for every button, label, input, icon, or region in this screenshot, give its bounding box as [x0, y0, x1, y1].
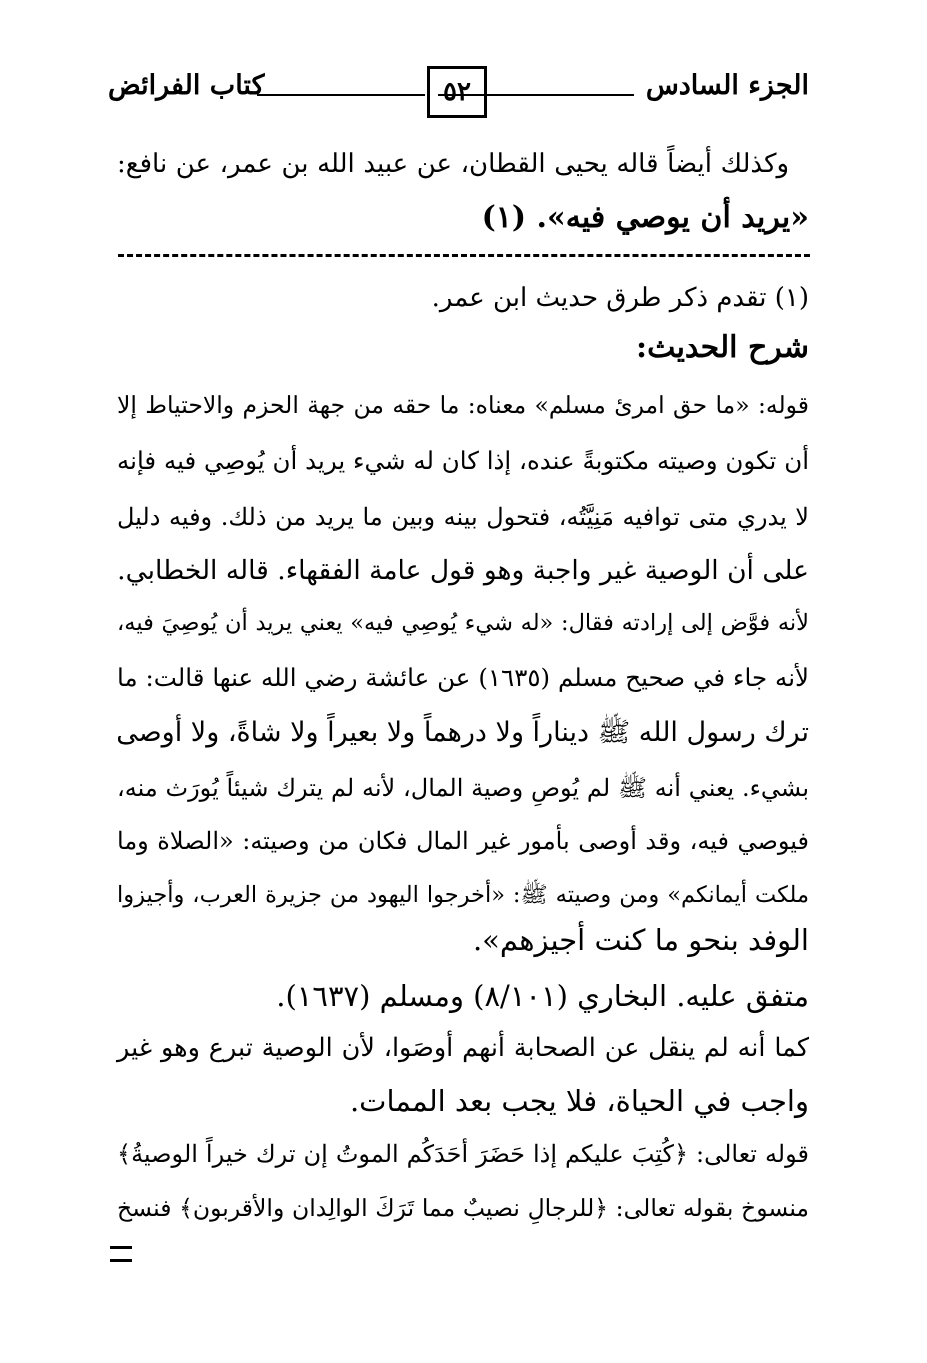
- commentary-line: أن تكون وصيته مكتوبةً عنده، إذا كان له شيء يريد أن يُوصِي فيه فإنه: [117, 446, 809, 475]
- commentary-line: لأنه جاء في صحيح مسلم (١٦٣٥) عن عائشة رضي الله عنها قالت: ما: [117, 663, 809, 692]
- page-number: ٥٢: [427, 66, 487, 118]
- commentary-line: ملكت أيمانكم» ومن وصيته ﷺ: «أخرجوا اليهود من جزيرة العرب، وأجيزوا: [117, 882, 809, 908]
- commentary-line: واجب في الحياة، فلا يجب بعد الممات.: [349, 1084, 809, 1118]
- commentary-line: قوله: «ما حق امرئ مسلم» معناه: ما حقه من جهة الحزم والاحتياط إلا: [117, 391, 809, 419]
- commentary-line: لأنه فوَّض إلى إرادته فقال: «له شيء يُوصِي فيه» يعني يريد أن يُوصِيَ فيه،: [117, 610, 809, 636]
- commentary-line: منسوخ بقوله تعالى: ﴿للرجالِ نصيبٌ مما تَرَكَ الوالِدان والأقربون﴾ فنسخ: [117, 1194, 809, 1222]
- commentary-line: فيوصي فيه، وقد أوصى بأمور غير المال فكان من وصيته: «الصلاة وما: [117, 827, 809, 855]
- commentary-line: كما أنه لم ينقل عن الصحابة أنهم أوصَوا، لأن الوصية تبرع وهو غير: [117, 1033, 809, 1063]
- commentary-line: قوله تعالى: ﴿كُتِبَ عليكم إذا حَضَرَ أحَدَكُم الموتُ إن ترك خيراً الوصيةُ﴾: [117, 1140, 809, 1168]
- continuation-mark: [110, 1246, 132, 1262]
- commentary-line: لا يدري متى توافيه مَنِيَّتُه، فتحول بينه وبين ما يريد من ذلك. وفيه دليل: [117, 503, 809, 531]
- commentary-line: بشيء. يعني أنه ﷺ لم يُوصِ وصية المال، لأنه لم يترك شيئاً يُورَث منه،: [117, 774, 809, 802]
- commentary-line: الوفد بنحو ما كنت أجيزهم».: [472, 923, 809, 957]
- header-rule-left: [257, 94, 425, 96]
- main-text-line: «يريد أن يوصي فيه». (١): [481, 200, 809, 235]
- volume-label: الجزء السادس: [645, 70, 809, 101]
- footnote-separator: [118, 254, 810, 257]
- section-heading: شرح الحديث:: [636, 330, 809, 365]
- book-title: كتاب الفرائض: [108, 70, 265, 101]
- main-text-line: وكذلك أيضاً قاله يحيى القطان، عن عبيد الله بن عمر، عن نافع:: [117, 149, 790, 179]
- commentary-line: ترك رسول الله ﷺ ديناراً ولا درهماً ولا بعيراً ولا شاةً، ولا أوصى: [116, 717, 809, 748]
- commentary-line: على أن الوصية غير واجبة وهو قول عامة الفقهاء. قاله الخطابي.: [117, 555, 809, 586]
- commentary-line: متفق عليه. البخاري (٨/١٠١) ومسلم (١٦٣٧).: [276, 979, 809, 1013]
- footnote: (١) تقدم ذكر طرق حديث ابن عمر.: [431, 283, 809, 313]
